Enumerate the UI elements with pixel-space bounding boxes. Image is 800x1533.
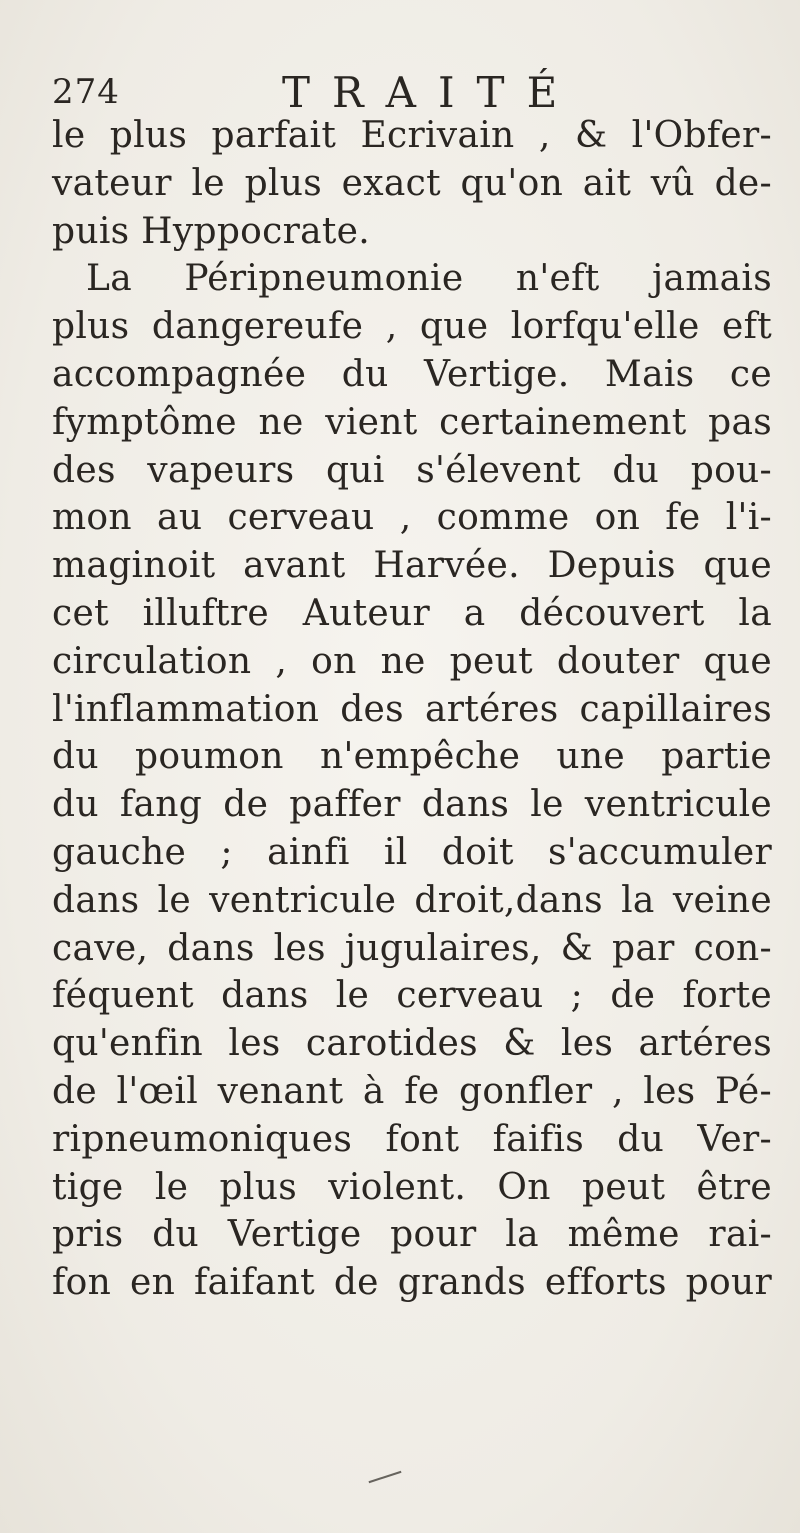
text-line: accompagnée du Vertige. Mais ce xyxy=(52,353,772,395)
text-line: pris du Vertige pour la même rai- xyxy=(52,1214,772,1256)
text-line: maginoit avant Harvée. Depuis que xyxy=(52,545,772,587)
text-line: l'inflammation des artéres capillaires xyxy=(52,688,772,730)
text-line: plus dangereufe , que lorfqu'elle eft xyxy=(52,306,772,348)
text-line: fymptôme ne vient certainement pas xyxy=(52,401,772,443)
text-line: féquent dans le cerveau ; de forte xyxy=(52,975,772,1017)
ink-mark xyxy=(369,1471,402,1483)
text-line: puis Hyppocrate. xyxy=(52,210,371,252)
body-text xyxy=(52,112,772,1307)
text-line: fon en faifant de grands efforts pour xyxy=(52,1262,772,1304)
text-line: le plus parfait Ecrivain , & l'Obfer- xyxy=(52,115,772,156)
text-line: vateur le plus exact qu'on ait vû de- xyxy=(52,162,772,204)
running-title: TRAITÉ xyxy=(282,68,580,117)
text-line: cet illuftre Auteur a découvert la xyxy=(52,592,772,634)
text-line: qu'enfin les carotides & les artéres xyxy=(52,1023,772,1065)
text-line: gauche ; ainfi il doit s'accumuler xyxy=(52,831,772,873)
text-line: tige le plus violent. On peut être xyxy=(52,1166,772,1208)
page-number: 274 xyxy=(52,72,120,112)
text-line: La Péripneumonie n'eft jamais xyxy=(86,258,772,300)
text-line: circulation , on ne peut douter que xyxy=(52,640,772,682)
text-line: des vapeurs qui s'élevent du pou- xyxy=(52,449,772,491)
text-line: cave, dans les jugulaires, & par con- xyxy=(52,927,772,969)
text-line: mon au cerveau , comme on fe l'i- xyxy=(52,497,772,539)
text-line: ripneumoniques font faifis du Ver- xyxy=(52,1118,772,1160)
text-line: dans le ventricule droit,dans la veine xyxy=(52,879,772,921)
text-line: de l'œil venant à fe gonfler , les Pé- xyxy=(52,1070,772,1112)
text-line: du fang de paffer dans le ventricule xyxy=(52,784,772,826)
text-line: du poumon n'empêche une partie xyxy=(52,736,772,778)
